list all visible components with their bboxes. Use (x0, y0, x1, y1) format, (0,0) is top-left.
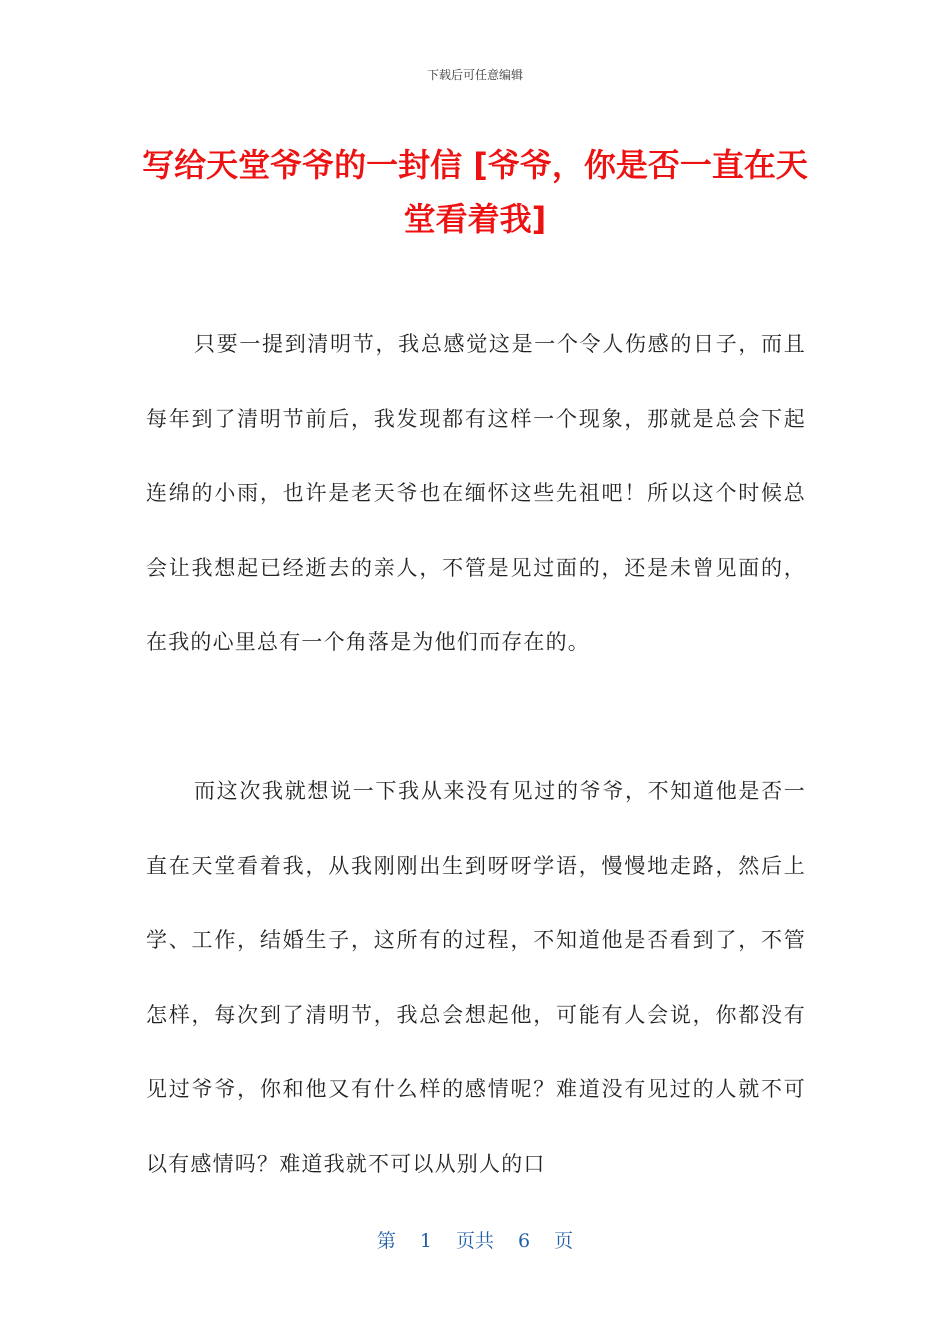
document-title: 写给天堂爷爷的一封信 [爷爷，你是否一直在天堂看着我] (142, 146, 808, 238)
page-prefix: 第 (376, 1230, 396, 1252)
header-note: 下载后可任意编辑 (426, 68, 523, 82)
paragraph: 而这次我就想说一下我从来没有见过的爷爷，不知道他是否一直在天堂看着我，从我刚刚出生到呀呀学语，慢慢地走路，然后上学、工作，结婚生子，这所有的过程，不知道他是否看到了，不管怎样，每次到了清明节，我总会想起他，可能有人会说，你都没有见过爷爷，你和他又有什么样的感情呢？难道没有见过的人就不可以有感情吗？难道我就不可以从别人的口 (146, 779, 806, 1176)
page-current: 1 (419, 1230, 432, 1252)
page-suffix: 页 (554, 1230, 574, 1252)
paragraph: 只要一提到清明节，我总感觉这是一个令人伤感的日子，而且每年到了清明节前后，我发现都有这样一个现象，那就是总会下起连绵的小雨，也许是老天爷也在缅怀这些先祖吧！所以这个时候总会让我想起已经逝去的亲人，不管是见过面的，还是未曾见面的，在我的心里总有一个角落是为他们而存在的。 (146, 332, 806, 654)
page-total: 6 (518, 1230, 531, 1252)
page-mid: 页共 (455, 1230, 494, 1252)
page-footer (0, 1226, 950, 1253)
